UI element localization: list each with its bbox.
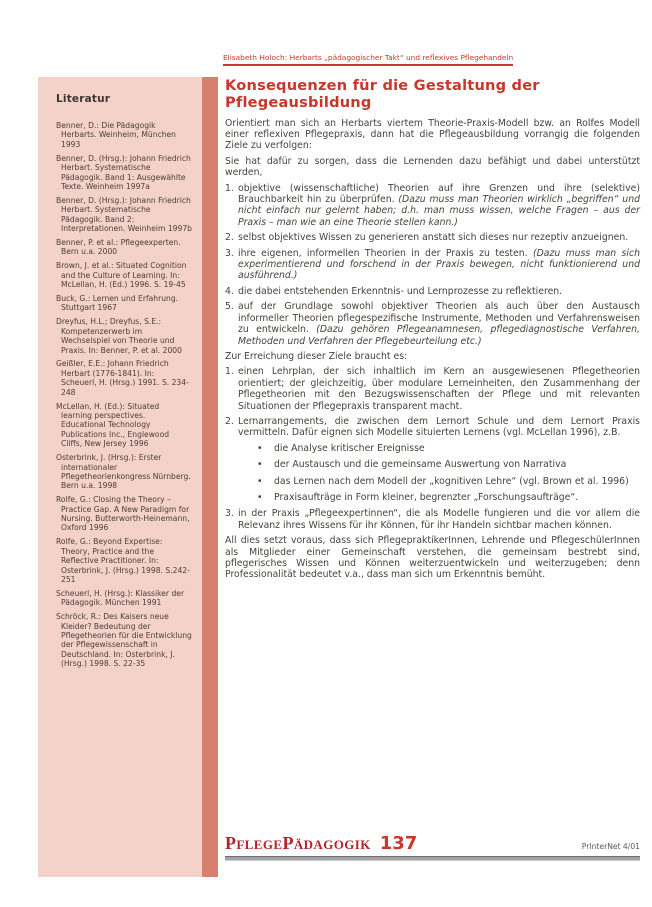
running-header: Elisabeth Holoch: Herbarts „pädagogischer Takt“ und reflexives Pflegehandeln (223, 53, 513, 66)
bullet-text: Praxisaufträge in Form kleiner, begrenzter „Forschungsaufträge“. (274, 491, 579, 503)
goal-item (225, 232, 640, 243)
footer-rule (225, 856, 640, 861)
goal-text (238, 248, 640, 282)
paragraph-intro: Orientiert man sich an Herbarts viertem Theorie-Praxis-Modell bzw. an Rolfes Modell einer reflexiven Pflegepraxis, dann hat die Pflegeausbildung vorrangig die folgenden Ziele zu verfolgen: (225, 117, 640, 152)
requirement-text: in der Praxis „Pflegeexpertinnen“, die als Modelle fungieren und die vor allem die Relevanz ihres Wissens für ihr Können, für ihr Handeln sichtbar machen können. (238, 508, 640, 531)
list-number: 3. (225, 247, 234, 259)
reference-item: Osterbrink, J. (Hrsg.): Erster internationaler Pflegetheorienkongress Nürnberg. Bern u.a. 1998 (56, 453, 191, 491)
reference-item: Dreyfus, H.L.; Dreyfus, S.E.: Kompetenzerwerb im Wechselspiel von Theorie und Praxis. In: Benner, P. et al. 2000 (56, 317, 182, 355)
requirement-text: einen Lehrplan, der sich inhaltlich im Kern an ausgewiesenen Pflegetheorien orientiert; der gleichzeitig, über modulare Lerneinheiten, den Zusammenhang der Pflegetheorien mit den Bezugswissenschaften der Pflege und mit relevanten Situationen der Pflegepraxis transparent macht. (238, 366, 640, 412)
goal-text-normal: auf der Grundlage sowohl objektiver Theorien als auch über den Austausch informeller Theorien pflegespezifische Instrumente, Methoden und Verfahrensweisen zu entwickeln. (238, 301, 640, 336)
sidebar-accent-stripe (202, 77, 218, 877)
reference-item: Benner, D. (Hrsg.): Johann Friedrich Herbart. Systematische Pädagogik. Band 2: Interpretationen. Weinheim 1997b (56, 195, 192, 234)
reference-item: Geißler, E.E.: Johann Friedrich Herbart (1776-1841). In: Scheuerl, H. (Hrsg.) 1991. S. 234-248 (56, 359, 189, 397)
requirement-item (225, 508, 640, 531)
reference-item: Scheuerl, H. (Hrsg.): Klassiker der Pädagogik. München 1991 (56, 588, 185, 608)
requirement-item (225, 366, 640, 412)
paragraph-lead: Sie hat dafür zu sorgen, dass die Lernenden dazu befähigt und dabei unterstützt werden, (225, 155, 640, 179)
goal-text-italic: (Dazu muss man Theorien wirklich „begriffen“ und nicht einfach nur gelernt haben; d.h. man muss wissen, welche Fragen – aus der Praxis – man wie an eine Theorie stellen kann.) (238, 194, 640, 228)
reference-item: Schröck, R.: Des Kaisers neue Kleider? Bedeutung der Pflegetheorien für die Entwicklung der Pflegewissenschaft in Deutschland. In: Osterbrink, J. (Hrsg.) 1998. S. 22-35 (56, 612, 192, 669)
bullet-item (257, 476, 640, 487)
goal-item (225, 183, 640, 229)
list-number: 2. (225, 415, 234, 427)
goal-text-normal: ihre eigenen, informellen Theorien in der Praxis zu testen. (238, 247, 533, 259)
goal-text (238, 286, 640, 297)
goal-text (238, 301, 640, 347)
article-title: Konsequenzen für die Gestaltung der Pflegeausbildung (225, 77, 540, 111)
paragraph-closing: All dies setzt voraus, dass sich PflegepraktikerInnen, Lehrende und PflegeschülerInnen als Mitglieder einer Gemeinschaft verstehen, die gemeinsam bestrebt sind, pflegerisches Wissen und Können weiterzuentwickeln und weiterzugeben; denn Professionalität bedeutet v.a., dass man sich um Erkenntnis bemüht. (225, 535, 640, 581)
reference-item: Rolfe, G.: Closing the Theory – Practice Gap. A New Paradigm for Nursing. Butterworth-Heinemann, Oxford 1996 (56, 495, 190, 533)
bullet-list (257, 443, 640, 504)
list-number: 1. (225, 182, 234, 194)
reference-item: Benner, D. (Hrsg.): Johann Friedrich Herbart. Systematische Pädagogik. Band 1: Ausgewählte Texte. Weinheim 1997a (56, 153, 191, 191)
bullet-item (257, 443, 640, 454)
footer-row (225, 833, 640, 856)
reference-item: McLellan, H. (Ed.): Situated learning perspectives. Educational Technology Publications Inc., Englewood Cliffs, New Jersey 1996 (56, 401, 170, 449)
bullet-text: der Austausch und die gemeinsame Auswertung von Narrativa (274, 459, 567, 471)
goal-text (238, 183, 640, 229)
list-number: 2. (225, 232, 234, 244)
list-number: 4. (225, 285, 234, 297)
reference-item: Benner, D.: Die Pädagogik Herbarts. Weinheim, München 1993 (56, 121, 176, 149)
goal-text-normal: objektive (wissenschaftliche) Theorien auf ihre Grenzen und ihre (selektive) Brauchbarkeit hin zu überprüfen. (238, 182, 640, 206)
reference-item: Benner, P. et al.: Pflegeexperten. Bern u.a. 2000 (56, 237, 181, 257)
reference-item: Brown, J. et al.: Situated Cognition and the Culture of Learning. In: McLellan, H. (Ed.) 1996. S. 19-45 (56, 261, 187, 290)
goal-text-normal: die dabei entstehenden Erkenntnis- und Lernprozesse zu reflektieren. (238, 285, 563, 297)
requirement-text: Lernarrangements, die zwischen dem Lernort Schule und dem Lernort Praxis vermitteln. Dafür eignen sich Modelle situierten Lernens (vgl. McLellan 1996), z.B. (238, 415, 640, 439)
reference-item: Buck, G.: Lernen und Erfahrung. Stuttgart 1967 (56, 294, 179, 313)
goal-text (238, 232, 640, 243)
bullet-item (257, 492, 640, 503)
reference-item: Rolfe, G.: Beyond Expertise: Theory, Practice and the Reflective Practitioner. In: Osterbrink, J. (Hrsg.) 1998. S.242-251 (56, 537, 190, 584)
goal-item (225, 301, 640, 347)
goal-item (225, 286, 640, 297)
list-number: 3. (225, 508, 234, 520)
literature-sidebar (38, 77, 202, 877)
sidebar-title: Literatur (56, 93, 111, 105)
journal-name: PflegePädagogik (225, 833, 371, 853)
goal-item (225, 248, 640, 282)
list-number: 5. (225, 301, 234, 313)
goal-text-italic: (Dazu muss man sich experimentierend und forschend in der Praxis bewegen, nicht funktionierend und ausführend.) (238, 247, 640, 282)
goal-text-normal: selbst objektives Wissen zu generieren anstatt sich dieses nur rezeptiv anzueignen. (238, 232, 629, 244)
goal-text-italic: (Dazu gehören Pflegeanamnesen, pflegediagnostische Verfahren, Methoden und Verfahren der Pflegebeurteilung etc.) (238, 324, 640, 347)
bullet-icon: • (257, 475, 263, 487)
footer (225, 833, 640, 861)
requirement-item (225, 416, 640, 439)
footer-left (225, 833, 417, 854)
bullet-item (257, 459, 640, 470)
issue-label: PrInterNet 4/01 (581, 842, 640, 851)
bullet-icon: • (257, 491, 263, 503)
paragraph-mid: Zur Erreichung dieser Ziele braucht es: (225, 350, 408, 362)
article-column (225, 78, 640, 585)
bullet-text: die Analyse kritischer Ereignisse (274, 442, 425, 454)
page-number: 137 (379, 833, 418, 854)
list-number: 1. (225, 366, 234, 378)
bullet-text: das Lernen nach dem Modell der „kognitiven Lehre“ (vgl. Brown et al. 1996) (274, 475, 629, 487)
bullet-icon: • (257, 459, 263, 471)
bullet-icon: • (257, 442, 263, 454)
